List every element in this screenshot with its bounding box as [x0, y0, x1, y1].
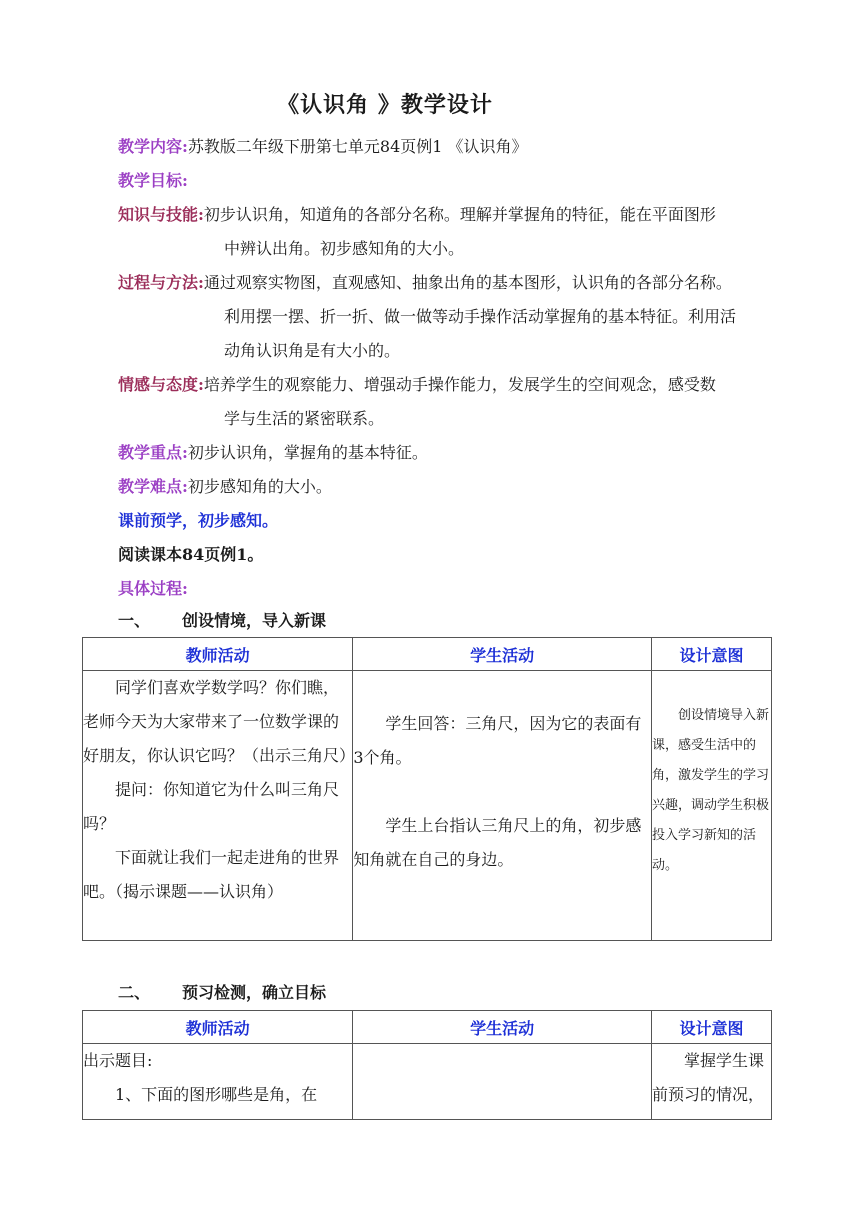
design-intent-cell	[651, 1044, 771, 1120]
design-paragraph: 创设情境导入新课，感受生活中的角，激发学生的学习兴趣，调动学生积极投入学习新知的活动。	[651, 708, 769, 873]
activity-table-1	[82, 637, 772, 941]
section-1-heading	[118, 608, 326, 631]
teacher-paragraph: 1、下面的图形哪些是角，在	[115, 1085, 318, 1104]
document-title: 《认识角 》教学设计	[277, 92, 493, 118]
teacher-paragraph: 同学们喜欢学数学吗？你们瞧，老师今天为大家带来了一位数学课的好朋友，你认识它吗？（出示三角尺）	[83, 678, 356, 765]
key-point-value: 初步认识角，掌握角的基本特征。	[187, 443, 428, 462]
teaching-content-value: 苏教版二年级下册第七单元84页例1 《认识角》	[187, 137, 528, 156]
emotion-text-2: 学与生活的紧密联系。	[224, 409, 385, 428]
student-paragraph: 学生回答：三角尺，因为它的表面有3个角。	[353, 714, 642, 767]
process-text-2: 利用摆一摆、折一折、做一做等动手操作活动掌握角的基本特征。利用活	[224, 307, 737, 326]
table-row	[83, 671, 772, 941]
teacher-paragraph: 下面就让我们一起走进角的世界吧。（揭示课题——认识角）	[83, 848, 340, 901]
table-header-row	[83, 638, 772, 671]
section-2-heading	[118, 980, 326, 1003]
student-activity-header: 学生活动	[353, 638, 652, 671]
section-1-number: 一、	[118, 611, 151, 630]
section-1-title: 创设情境，导入新课	[182, 611, 327, 630]
table-header-row	[83, 1011, 772, 1044]
teacher-line: 出示题目:	[83, 1051, 153, 1070]
activity-table-2	[82, 1010, 772, 1120]
objectives-label: 教学目标:	[118, 171, 188, 190]
emotion-text-1: 培养学生的观察能力、增强动手操作能力，发展学生的空间观念，感受数	[203, 375, 716, 394]
difficulty-value: 初步感知角的大小。	[187, 477, 332, 496]
knowledge-line	[118, 202, 716, 225]
teacher-activity-header: 教师活动	[83, 1011, 353, 1044]
design-intent-cell	[651, 671, 771, 941]
preview-heading: 课前预学，初步感知。	[118, 511, 279, 530]
student-activity-cell	[353, 671, 652, 941]
student-activity-cell	[353, 1044, 652, 1120]
difficulty-label: 教学难点:	[118, 477, 188, 496]
teacher-activity-cell	[83, 1044, 353, 1120]
emotion-label: 情感与态度:	[118, 375, 204, 394]
section-2-number: 二、	[118, 983, 151, 1002]
emotion-line	[118, 372, 716, 395]
process-line	[118, 270, 732, 293]
key-point-line	[118, 440, 428, 463]
student-activity-header: 学生活动	[353, 1011, 652, 1044]
process-text-3: 动角认识角是有大小的。	[224, 341, 401, 360]
reading-line: 阅读课本84页例1。	[118, 545, 264, 564]
process-label: 过程与方法:	[118, 273, 204, 292]
teacher-paragraph: 提问：你知道它为什么叫三角尺吗？	[83, 780, 340, 833]
table-row	[83, 1044, 772, 1120]
teacher-activity-cell	[83, 671, 356, 941]
process-text-1: 通过观察实物图，直观感知、抽象出角的基本图形，认识角的各部分名称。	[203, 273, 732, 292]
student-paragraph: 学生上台指认三角尺上的角，初步感知角就在自己的身边。	[353, 816, 642, 869]
knowledge-text-1: 初步认识角，知道角的各部分名称。理解并掌握角的特征，能在平面图形	[203, 205, 716, 224]
design-intent-header: 设计意图	[651, 638, 771, 671]
process-heading: 具体过程:	[118, 579, 188, 598]
difficulty-line	[118, 474, 332, 497]
knowledge-label: 知识与技能:	[118, 205, 204, 224]
design-intent-header: 设计意图	[651, 1011, 771, 1044]
key-point-label: 教学重点:	[118, 443, 188, 462]
section-2-title: 预习检测，确立目标	[182, 983, 327, 1002]
teaching-content-line	[118, 134, 528, 157]
teacher-activity-header: 教师活动	[83, 638, 353, 671]
knowledge-text-2: 中辨认出角。初步感知角的大小。	[224, 239, 465, 258]
design-paragraph: 掌握学生课前预习的情况，	[651, 1051, 764, 1104]
teaching-content-label: 教学内容:	[118, 137, 188, 156]
